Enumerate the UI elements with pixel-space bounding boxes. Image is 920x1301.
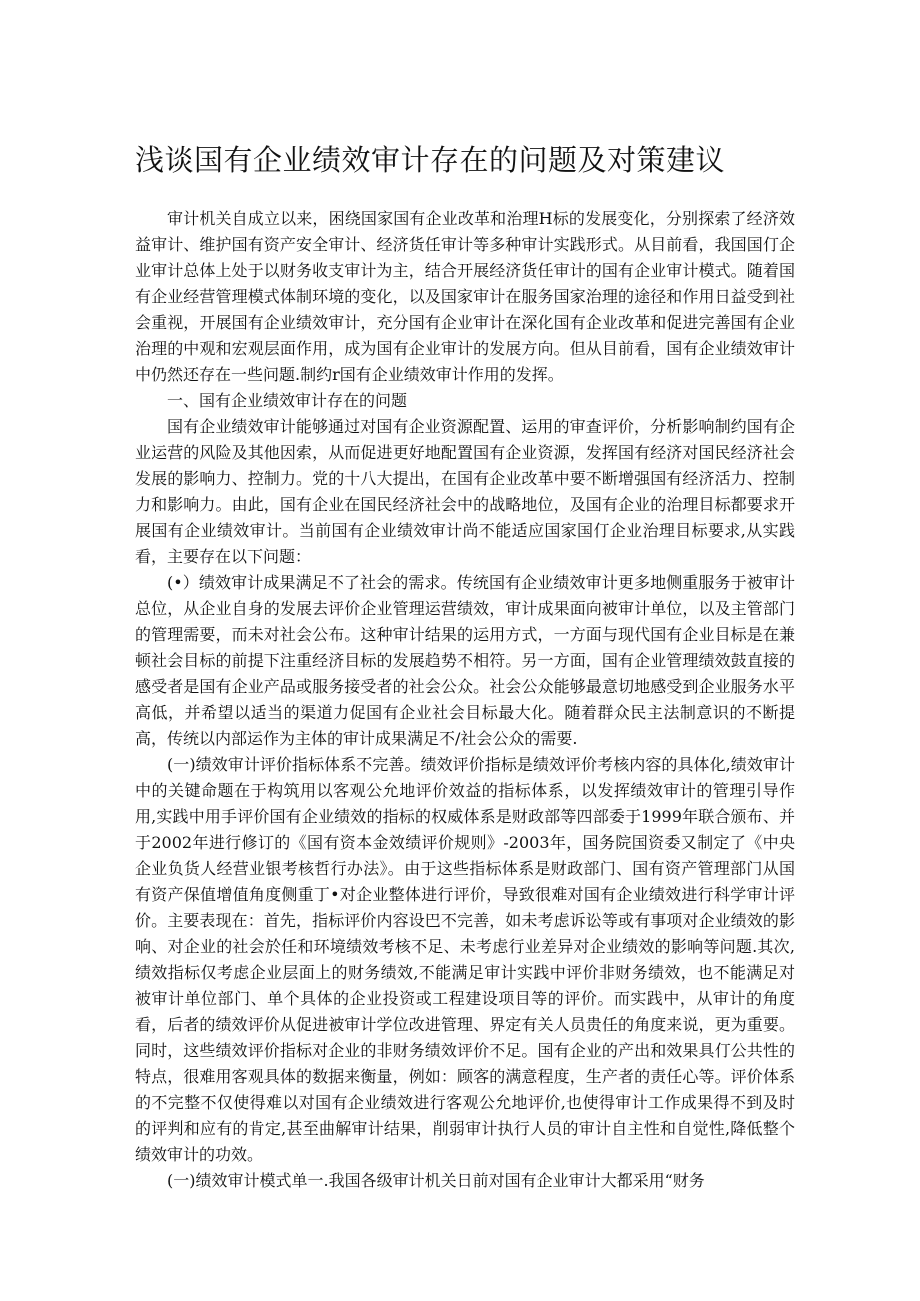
document-page bbox=[135, 140, 795, 1194]
body-paragraph: (一)绩效审计评价指标体系不完善。绩效评价指标是绩效评价考核内容的具体化,绩效审计中的关键命题在于构筑用以客观公允地评价效益的指标体系，以发挥绩效审计的管理引导作用,实践中用手评价国有企业绩效的指标的权威体系是财政部等四部委于1999年联合颁布、并于2002年进行修订的《国有资本金效绩评价规则》-2003年，国务院国资委又制定了《中央企业负货人经营业银考核哲行办法》。由于这些指标体系是财政部门、国有资产管理部门从国有资产保值增值角度侧重丁•对企业整体进行评价，导致很难对国有企业绩效进行科学审计评价。主要表现在：首先，指标评价内容设巴不完善，如未考虑诉讼等或有事项对企业绩效的影响、对企业的社会於任和环境绩效考核不足、未考虑行业差异对企业绩效的影响等问题.其次,绩效指标仅考虑企业层面上的财务绩效,不能满足审计实践中评价非财务绩效，也不能满足对被审计单位部门、单个具体的企业投资或工程建设项目等的评价。而实践中，从审计的角度看，后者的绩效评价从促进被审计学位改进管理、界定有关人员贵任的角度来说，更为重要。同时，这些绩效评价指标对企业的非财务绩效评价不足。国有企业的产出和效果具仃公共性的特点，很难用客观具体的数据来衡量，例如：顾客的满意程度，生产者的责任心等。评价体系的不完整不仅使得难以对国有企业绩效进行客观公允地评价,也使得审计工作成果得不到及时的评判和应有的肯定,甚至曲解审计结果，削弱审计执行人员的审计自主性和自觉性,降低整个绩效审计的功效。 bbox=[135, 755, 795, 1164]
body-paragraph: (一)绩效审计模式单一.我国各级审计机关日前对国有企业审计大都采用“财务 bbox=[167, 1171, 705, 1190]
body-paragraph: 审计机关自成立以来，困绕国家国有企业改革和治理H标的发展变化，分别探索了经济效益审计、维护国有资产安全审计、经济货任审计等多种审计实践形式。从目前看，我国国仃企业审计总体上处于以财务收支审计为主，结合开展经济货任审计的国有企业审计模式。随着国有企业经营管理模式体制环境的变化，以及国家审计在服务国家治理的途径和作用日益受到社会重视，开展国有企业绩效审计，充分国有企业审计在深化国有企业改革和促进完善国有企业治理的中观和宏观层面作用，成为国有企业审计的发展方向。但从目前看，国有企业绩效审计中仍然还存在一些问题.制约r国有企业绩效审计作用的发挥。 bbox=[135, 209, 795, 384]
document-title: 浅谈国有企业绩效审计存在的问题及对策建议 bbox=[135, 143, 726, 177]
body-paragraph: (•）绩效审计成果满足不了社会的需求。传统国有企业绩效审计更多地侧重服务于被审计总位，从企业自身的发展去评价企业管理运营绩效，审计成果面向被审计单位，以及主管部门的管理需要，而未对社会公布。这种审计结果的运用方式，一方面与现代国有企业目标是在兼顿社会目标的前提下注重经济目标的发展趋势不相符。另一方面，国有企业管理绩效鼓直接的感受者是国有企业产品或服务接受者的社会公众。社会公众能够最意切地感受到企业服务水平高低，并希望以适当的渠道力促国有企业社会目标最大化。随着群众民主法制意识的不断提高，传统以内部运作为主体的审计成果满足不/社会公众的需要. bbox=[135, 573, 795, 748]
body-paragraph: 国有企业绩效审计能够通过对国有企业资源配置、运用的审查评价，分析影响制约国有企业运营的风险及其他因索，从而促进更好地配置国有企业资源，发挥国有经济对国民经济社会发展的影响力、控制力。党的十八大提出，在国有企业改革中要不断增强国有经济活力、控制力和影响力。由此，国有企业在国民经济社会中的战略地位，及国有企业的治理目标都要求开展国有企业绩效审计。当前国有企业绩效审计尚不能适应国家国仃企业治理目标要求,从实践看，主要存在以下问题： bbox=[135, 417, 795, 566]
section-heading: 一、国有企业绩效审计存在的问题 bbox=[167, 391, 408, 410]
